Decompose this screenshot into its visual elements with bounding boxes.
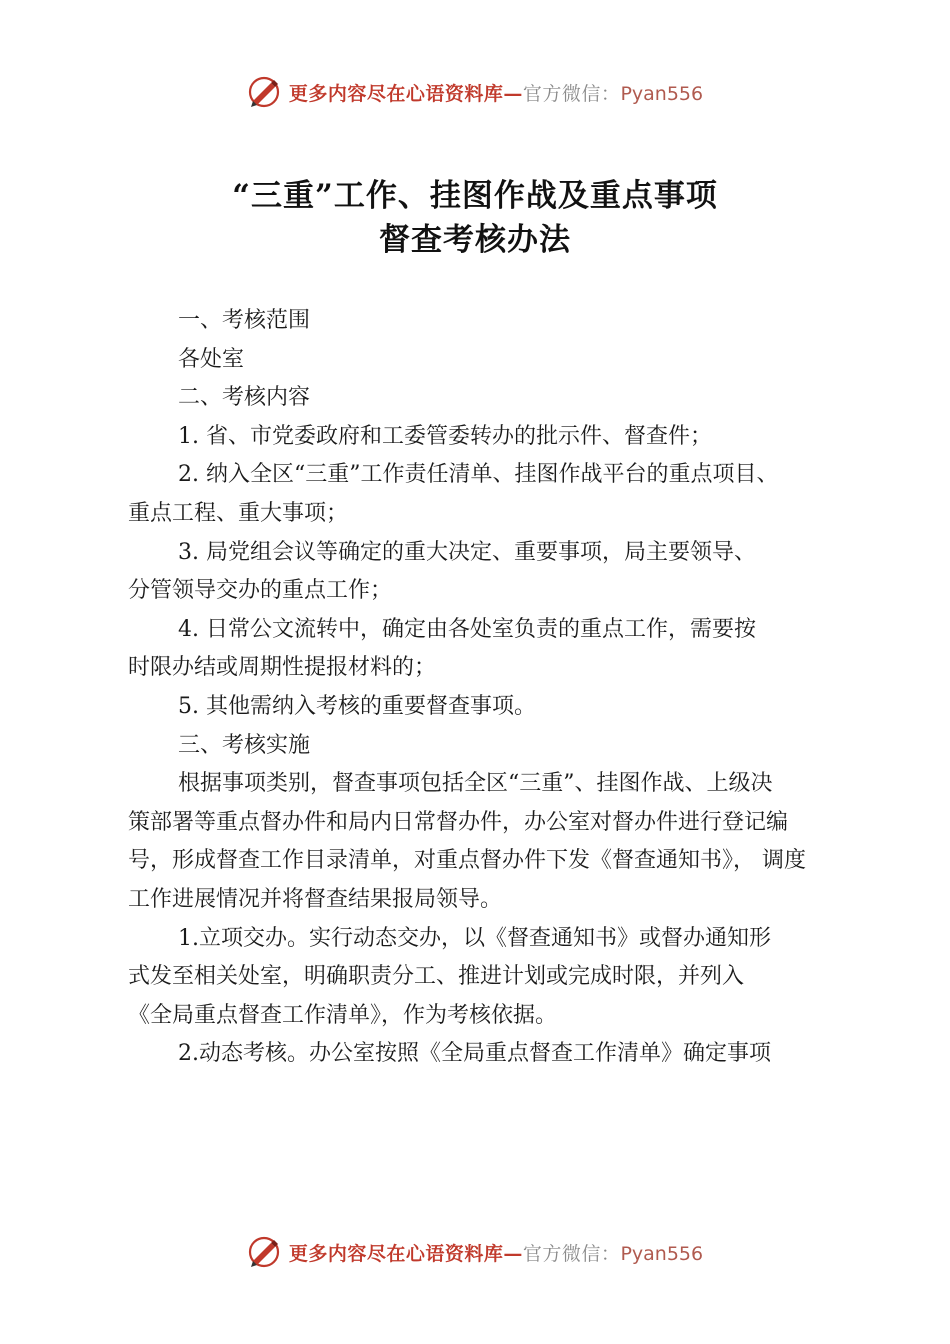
body-line: 各处室 (178, 346, 245, 372)
body-line: 1. 省、市党委政府和工委管委转办的批示件、督查件； (178, 423, 712, 449)
document-title-line-1: “三重”工作、挂图作战及重点事项 (232, 178, 718, 214)
wechat-label: 官方微信： (522, 1242, 621, 1265)
pen-logo-icon (247, 1235, 281, 1269)
body-line: 工作进展情况并将督查结果报局领导。 (128, 886, 503, 912)
watermark-text (289, 79, 703, 106)
watermark-slogan: 更多内容尽在心语资料库— (288, 1242, 523, 1265)
body-line: 5. 其他需纳入考核的重要督查事项。 (178, 693, 536, 719)
header-watermark (0, 72, 950, 112)
body-line: 一、考核范围 (178, 308, 311, 333)
body-line: 4. 日常公文流转中，确定由各处室负责的重点工作，需要按 (178, 616, 756, 642)
body-line: 号，形成督查工作目录清单，对重点督办件下发《督查通知书》， 调度 (128, 848, 806, 874)
body-line: 1.立项交办。实行动态交办，以《督查通知书》或督办通知形 (178, 925, 771, 951)
body-line: 2.动态考核。办公室按照《全局重点督查工作清单》确定事项 (178, 1041, 771, 1067)
body-line: 重点工程、重大事项； (128, 500, 349, 526)
wechat-id: Pyan556 (620, 1242, 704, 1265)
body-line: 策部署等重点督办件和局内日常督办件，办公室对督办件进行登记编 (128, 809, 789, 835)
pen-logo-icon (247, 75, 281, 109)
body-line: 二、考核内容 (178, 385, 311, 411)
document-body (128, 302, 848, 1074)
body-line: 分管领导交办的重点工作； (128, 578, 393, 604)
body-line: 式发至相关处室，明确职责分工、推进计划或完成时限，并列入 (128, 964, 745, 990)
body-line: 根据事项类别，督查事项包括全区“三重”、挂图作战、上级决 (178, 771, 773, 797)
body-line: 2. 纳入全区“三重”工作责任清单、挂图作战平台的重点项目、 (178, 462, 779, 488)
body-line: 《全局重点督查工作清单》，作为考核依据。 (128, 1002, 558, 1028)
wechat-label: 官方微信： (522, 82, 621, 105)
watermark-text (289, 1239, 703, 1266)
document-title-line-2: 督查考核办法 (379, 222, 571, 258)
watermark-slogan: 更多内容尽在心语资料库— (288, 82, 523, 105)
footer-watermark (0, 1232, 950, 1272)
body-line: 时限办结或周期性提报材料的； (128, 655, 437, 681)
body-line: 3. 局党组会议等确定的重大决定、重要事项，局主要领导、 (178, 539, 756, 565)
wechat-id: Pyan556 (620, 82, 704, 105)
body-line: 三、考核实施 (178, 732, 311, 758)
